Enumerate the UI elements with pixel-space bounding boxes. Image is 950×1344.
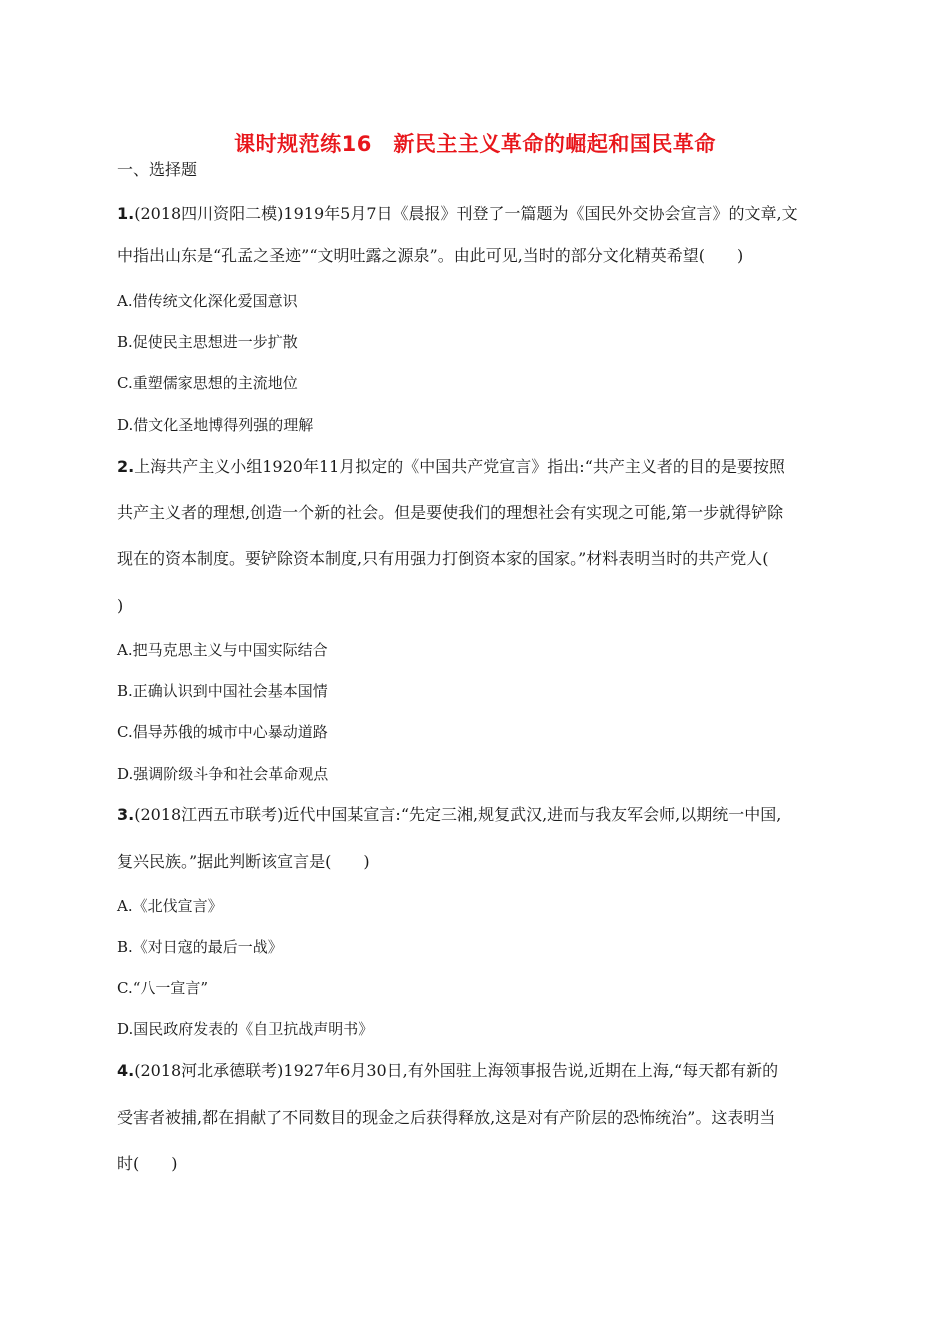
question-1-line-2: 中指出山东是“孔孟之圣迹”“文明吐露之源泉”。由此可见,当时的部分文化精英希望( ) bbox=[117, 246, 744, 265]
question-1-option-a: A.借传统文化深化爱国意识 bbox=[117, 292, 298, 310]
question-number: 2. bbox=[117, 457, 135, 476]
question-1-line-1 bbox=[117, 204, 798, 224]
question-number: 4. bbox=[117, 1061, 135, 1080]
question-number: 1. bbox=[117, 204, 135, 223]
question-4-line-1 bbox=[117, 1061, 778, 1081]
question-text: (2018四川资阳二模)1919年5月7日《晨报》刊登了一篇题为《国民外交协会宣言》的文章,文 bbox=[134, 204, 798, 223]
page-title: 课时规范练16 新民主主义革命的崛起和国民革命 bbox=[234, 132, 716, 156]
question-3-option-a: A.《北伐宣言》 bbox=[117, 897, 223, 915]
question-text: 上海共产主义小组1920年11月拟定的《中国共产党宣言》指出:“共产主义者的目的是要按照 bbox=[134, 457, 785, 476]
question-1-option-b: B.促使民主思想进一步扩散 bbox=[117, 333, 298, 351]
question-2-line-4: ) bbox=[117, 596, 124, 615]
question-2-option-b: B.正确认识到中国社会基本国情 bbox=[117, 682, 328, 700]
question-2-line-1 bbox=[117, 457, 785, 477]
question-4-line-2: 受害者被捕,都在捐献了不同数目的现金之后获得释放,这是对有产阶层的恐怖统治”。这表明当 bbox=[117, 1108, 776, 1127]
question-2-line-2: 共产主义者的理想,创造一个新的社会。但是要使我们的理想社会有实现之可能,第一步就得铲除 bbox=[117, 503, 784, 522]
question-2-option-a: A.把马克思主义与中国实际结合 bbox=[117, 641, 328, 659]
question-3-option-c: C.“八一宣言” bbox=[117, 979, 209, 997]
question-text: (2018江西五市联考)近代中国某宣言:“先定三湘,规复武汉,进而与我友军会师,以期统一中国, bbox=[134, 805, 782, 824]
question-3-option-d: D.国民政府发表的《自卫抗战声明书》 bbox=[117, 1020, 374, 1038]
question-1-option-d: D.借文化圣地博得列强的理解 bbox=[117, 416, 314, 434]
question-3-line-2: 复兴民族。”据此判断该宣言是( ) bbox=[117, 852, 370, 871]
question-3-option-b: B.《对日寇的最后一战》 bbox=[117, 938, 283, 956]
question-3-line-1 bbox=[117, 805, 781, 825]
question-4-line-3: 时( ) bbox=[117, 1154, 178, 1173]
question-2-option-d: D.强调阶级斗争和社会革命观点 bbox=[117, 765, 329, 783]
question-text: (2018河北承德联考)1927年6月30日,有外国驻上海领事报告说,近期在上海,“每天都有新的 bbox=[134, 1061, 779, 1080]
section-heading: 一、选择题 bbox=[117, 160, 198, 179]
question-2-option-c: C.倡导苏俄的城市中心暴动道路 bbox=[117, 723, 328, 741]
question-number: 3. bbox=[117, 805, 135, 824]
question-1-option-c: C.重塑儒家思想的主流地位 bbox=[117, 374, 298, 392]
question-2-line-3: 现在的资本制度。要铲除资本制度,只有用强力打倒资本家的国家。”材料表明当时的共产党人( bbox=[117, 549, 769, 568]
